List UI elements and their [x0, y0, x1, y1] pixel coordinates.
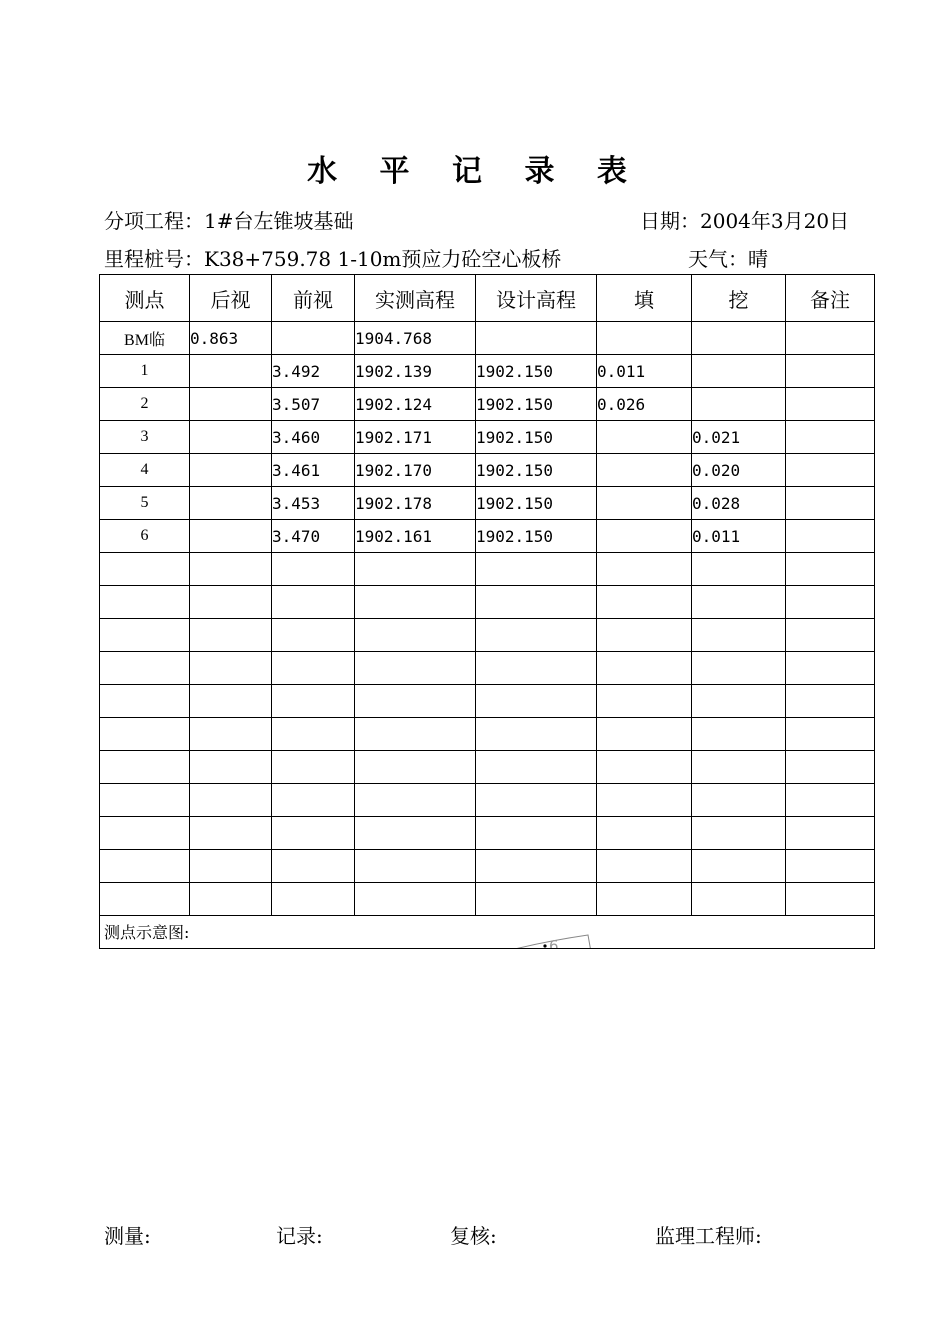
sketch-point-label: 6 [549, 937, 559, 955]
empty-cell [786, 685, 875, 718]
empty-cell [597, 751, 692, 784]
col-header-cut: 挖 [692, 275, 786, 322]
weather-info [688, 243, 768, 272]
empty-table-row [100, 586, 875, 619]
cell-remarks [786, 388, 875, 421]
empty-cell [476, 883, 597, 916]
date-value: 2004年3月20日 [700, 209, 850, 233]
empty-cell [786, 784, 875, 817]
col-header-backsight: 后视 [190, 275, 272, 322]
cell-measured-elevation: 1902.161 [355, 520, 476, 553]
empty-cell [272, 652, 355, 685]
empty-cell [597, 784, 692, 817]
empty-cell [786, 817, 875, 850]
table-body [100, 322, 875, 1097]
cell-remarks [786, 322, 875, 355]
empty-cell [786, 883, 875, 916]
empty-cell [190, 751, 272, 784]
cell-point: BM临 [100, 322, 190, 355]
empty-cell [355, 850, 476, 883]
empty-table-row [100, 883, 875, 916]
empty-cell [597, 817, 692, 850]
footer-review: 复核: [450, 1224, 497, 1248]
empty-cell [597, 586, 692, 619]
empty-cell [272, 883, 355, 916]
cell-cut [692, 322, 786, 355]
empty-cell [100, 652, 190, 685]
empty-cell [272, 784, 355, 817]
empty-cell [100, 817, 190, 850]
empty-cell [692, 619, 786, 652]
sketch-diagram [100, 916, 875, 1097]
empty-cell [597, 718, 692, 751]
cell-cut [692, 388, 786, 421]
date-label: 日期： [640, 209, 700, 233]
station-info [104, 243, 561, 272]
empty-cell [190, 652, 272, 685]
document-title: 水 平 记 录 表 [307, 154, 643, 189]
cell-fill [597, 322, 692, 355]
table-row [100, 355, 875, 388]
cell-foresight: 3.453 [272, 487, 355, 520]
empty-cell [597, 652, 692, 685]
cell-point: 6 [100, 520, 190, 553]
empty-cell [272, 850, 355, 883]
cell-cut [692, 355, 786, 388]
col-header-measured-elevation: 实测高程 [355, 275, 476, 322]
cell-design-elevation: 1902.150 [476, 355, 597, 388]
cell-foresight: 3.492 [272, 355, 355, 388]
project-value: 1#台左锥坡基础 [204, 209, 354, 233]
empty-cell [100, 586, 190, 619]
weather-label: 天气： [688, 247, 748, 271]
empty-cell [786, 652, 875, 685]
table-row [100, 322, 875, 355]
cell-remarks [786, 487, 875, 520]
empty-table-row [100, 850, 875, 883]
cell-backsight [190, 487, 272, 520]
empty-table-row [100, 619, 875, 652]
cell-remarks [786, 454, 875, 487]
empty-cell [692, 652, 786, 685]
cell-measured-elevation: 1902.124 [355, 388, 476, 421]
empty-cell [190, 718, 272, 751]
cell-fill [597, 421, 692, 454]
empty-cell [692, 586, 786, 619]
empty-cell [272, 619, 355, 652]
table-row [100, 421, 875, 454]
empty-cell [355, 685, 476, 718]
project-info [104, 205, 353, 234]
col-header-foresight: 前视 [272, 275, 355, 322]
empty-cell [100, 751, 190, 784]
empty-cell [476, 586, 597, 619]
cell-remarks [786, 355, 875, 388]
empty-cell [272, 817, 355, 850]
empty-cell [476, 553, 597, 586]
empty-cell [355, 883, 476, 916]
cell-design-elevation: 1902.150 [476, 487, 597, 520]
cell-backsight [190, 454, 272, 487]
empty-cell [100, 850, 190, 883]
cell-foresight: 3.461 [272, 454, 355, 487]
empty-cell [476, 850, 597, 883]
sketch-point-marker [543, 944, 546, 947]
empty-cell [272, 718, 355, 751]
empty-cell [597, 850, 692, 883]
empty-cell [597, 685, 692, 718]
empty-cell [786, 553, 875, 586]
station-value: K38+759.78 1-10m预应力砼空心板桥 [204, 247, 562, 271]
empty-cell [355, 718, 476, 751]
sketch-cell [100, 916, 875, 1097]
date-info [640, 205, 849, 234]
col-header-fill: 填 [597, 275, 692, 322]
empty-cell [476, 685, 597, 718]
empty-cell [100, 784, 190, 817]
empty-cell [476, 652, 597, 685]
cell-measured-elevation: 1902.178 [355, 487, 476, 520]
empty-table-row [100, 751, 875, 784]
cell-remarks [786, 520, 875, 553]
empty-cell [786, 751, 875, 784]
cell-cut: 0.021 [692, 421, 786, 454]
empty-cell [190, 586, 272, 619]
cell-design-elevation [476, 322, 597, 355]
empty-cell [190, 619, 272, 652]
cell-fill: 0.011 [597, 355, 692, 388]
col-header-remarks: 备注 [786, 275, 875, 322]
empty-cell [272, 553, 355, 586]
empty-cell [355, 553, 476, 586]
empty-cell [190, 850, 272, 883]
empty-cell [190, 817, 272, 850]
empty-cell [786, 718, 875, 751]
cell-fill [597, 520, 692, 553]
cell-backsight [190, 388, 272, 421]
empty-cell [355, 751, 476, 784]
station-label: 里程桩号： [104, 247, 204, 271]
empty-cell [355, 586, 476, 619]
empty-cell [597, 883, 692, 916]
cell-point: 2 [100, 388, 190, 421]
weather-value: 晴 [748, 247, 768, 271]
empty-cell [597, 553, 692, 586]
empty-cell [355, 784, 476, 817]
cell-backsight: 0.863 [190, 322, 272, 355]
cell-point: 1 [100, 355, 190, 388]
project-label: 分项工程： [104, 209, 204, 233]
empty-cell [190, 553, 272, 586]
empty-cell [692, 883, 786, 916]
empty-cell [476, 751, 597, 784]
cell-remarks [786, 421, 875, 454]
empty-cell [476, 784, 597, 817]
table-header-row [100, 275, 875, 322]
empty-cell [190, 784, 272, 817]
empty-table-row [100, 553, 875, 586]
cell-fill [597, 487, 692, 520]
table-row [100, 487, 875, 520]
footer-record: 记录: [276, 1224, 323, 1248]
cell-fill [597, 454, 692, 487]
empty-cell [100, 619, 190, 652]
footer-supervisor: 监理工程师: [655, 1224, 762, 1248]
col-header-point: 测点 [100, 275, 190, 322]
empty-cell [272, 586, 355, 619]
empty-table-row [100, 784, 875, 817]
cell-measured-elevation: 1902.170 [355, 454, 476, 487]
empty-cell [597, 619, 692, 652]
empty-cell [476, 718, 597, 751]
empty-cell [786, 586, 875, 619]
level-record-table [99, 274, 875, 1097]
cell-cut: 0.020 [692, 454, 786, 487]
empty-cell [692, 850, 786, 883]
cell-foresight [272, 322, 355, 355]
cell-measured-elevation: 1902.171 [355, 421, 476, 454]
empty-cell [100, 553, 190, 586]
footer-measure: 测量: [104, 1224, 151, 1248]
cell-backsight [190, 355, 272, 388]
cell-cut: 0.011 [692, 520, 786, 553]
empty-cell [100, 685, 190, 718]
empty-table-row [100, 652, 875, 685]
cell-cut: 0.028 [692, 487, 786, 520]
empty-cell [692, 685, 786, 718]
empty-table-row [100, 718, 875, 751]
sketch-row [100, 916, 875, 949]
table-row [100, 520, 875, 553]
cell-foresight: 3.460 [272, 421, 355, 454]
empty-cell [355, 817, 476, 850]
empty-cell [190, 883, 272, 916]
empty-cell [272, 751, 355, 784]
empty-cell [692, 784, 786, 817]
cell-measured-elevation: 1902.139 [355, 355, 476, 388]
empty-cell [476, 817, 597, 850]
cell-design-elevation: 1902.150 [476, 388, 597, 421]
cell-design-elevation: 1902.150 [476, 421, 597, 454]
cell-foresight: 3.507 [272, 388, 355, 421]
cell-measured-elevation: 1904.768 [355, 322, 476, 355]
empty-cell [786, 850, 875, 883]
cell-foresight: 3.470 [272, 520, 355, 553]
empty-cell [355, 652, 476, 685]
sketch-points: 123456 [344, 937, 558, 949]
cell-backsight [190, 520, 272, 553]
empty-cell [692, 553, 786, 586]
empty-cell [692, 817, 786, 850]
empty-cell [272, 685, 355, 718]
cell-design-elevation: 1902.150 [476, 454, 597, 487]
cell-fill: 0.026 [597, 388, 692, 421]
sketch-label: 测点示意图: [104, 923, 190, 942]
cell-point: 3 [100, 421, 190, 454]
cell-point: 5 [100, 487, 190, 520]
empty-cell [355, 619, 476, 652]
empty-cell [786, 619, 875, 652]
empty-cell [100, 883, 190, 916]
table-row [100, 454, 875, 487]
empty-cell [476, 619, 597, 652]
cell-design-elevation: 1902.150 [476, 520, 597, 553]
cell-point: 4 [100, 454, 190, 487]
table-row [100, 388, 875, 421]
col-header-design-elevation: 设计高程 [476, 275, 597, 322]
empty-table-row [100, 817, 875, 850]
cell-backsight [190, 421, 272, 454]
empty-cell [100, 718, 190, 751]
empty-cell [692, 751, 786, 784]
empty-cell [190, 685, 272, 718]
empty-cell [692, 718, 786, 751]
empty-table-row [100, 685, 875, 718]
